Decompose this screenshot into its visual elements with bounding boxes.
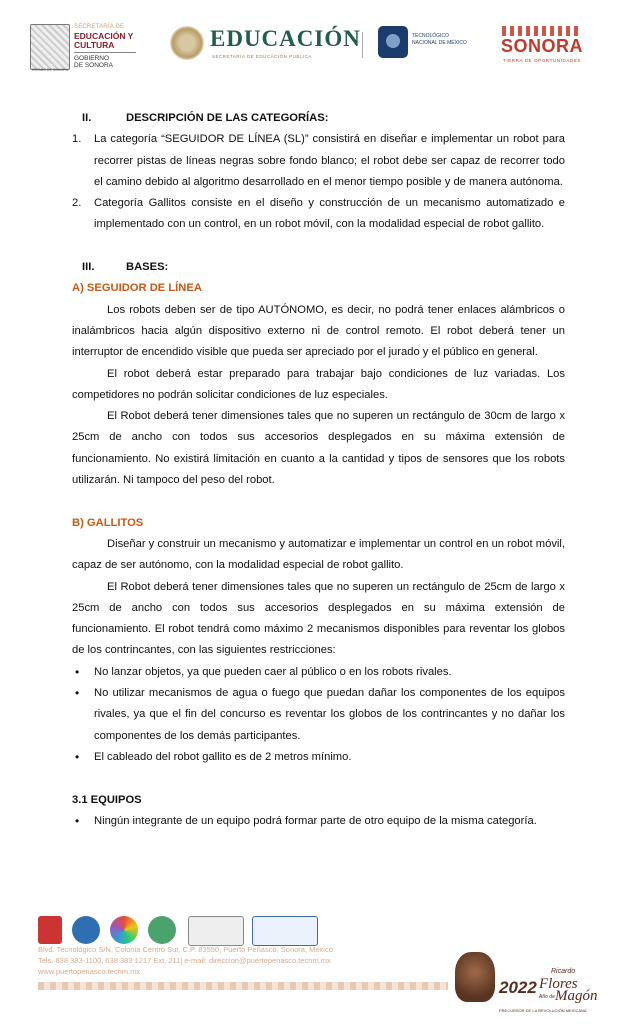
logo-name2: Magón: [555, 988, 598, 1004]
sep-wordmark: EDUCACIÓN: [210, 26, 361, 51]
category-list: [72, 129, 565, 235]
section-number: II.: [82, 112, 92, 124]
sec-educacion-cultura-logo: [30, 22, 138, 70]
list-item-text: Categoría Gallitos consiste en el diseño y construcción de un mecanismo automatizado e implementado con un control, en un robot móvil, con la modalidad especial de robot gallito.: [94, 197, 565, 231]
flores-magon-2022-logo: [455, 948, 598, 1024]
footer-address: [38, 944, 335, 977]
logo-gov-text: [74, 55, 113, 69]
paragraph: Los robots deben ser de tipo AUTÓNOMO, es decir, no podrá tener enlaces alámbricos o inalámbricos hacia algún dispositivo externo ni de control remoto. El robot deberá tener un interruptor de encendido visible que pueda ser apreciado por el jurado y el público en general.: [72, 303, 565, 359]
paragraph: Diseñar y construir un mecanismo y automatizar e implementar un control en un robot móvil, capaz de ser autónomo, con la modalidad especial de robot gallito.: [72, 537, 565, 572]
list-item-text: La categoría “SEGUIDOR DE LÍNEA (SL)” consistirá en diseñar e implementar un robot para recorrer pistas de líneas negras sobre fondo blanco; el robot debe ser capaz de recorrer todo el camino debido al algoritmo desarrollado en el menor tiempo posible y de manera autónoma.: [94, 133, 565, 188]
gov-line1: GOBIERNO: [74, 55, 110, 62]
list-item: • El cableado del robot gallito es de 2 metros mínimo.: [72, 747, 565, 768]
equality-logo: [110, 916, 138, 944]
sep-educacion-logo: [170, 22, 360, 70]
list-item-number: 1.: [72, 133, 82, 146]
logo-name1: Flores: [539, 976, 578, 992]
sonora-wordmark: SONORA: [500, 36, 583, 56]
logo-bottom: PRECURSOR DE LA REVOLUCIÓN MEXICANA: [499, 1008, 587, 1013]
subsection-title: A) SEGUIDOR DE LÍNEA: [72, 282, 202, 295]
paragraph: El Robot deberá tener dimensiones tales que no superen un rectángulo de 30cm de largo x 25cm de ancho con todos sus accesorios desplegados en su máxima extensión de funcionamiento. No existirá limitación en cuanto a la cantidad y tipos de sensores que los robots utilizarán. Ni tampoco del peso del robot.: [72, 410, 565, 487]
subsection-title: 3.1 EQUIPOS: [72, 793, 142, 806]
spacer: [72, 236, 565, 257]
document-body: [72, 108, 565, 832]
section-heading: [72, 108, 565, 129]
sonora-pattern-icon: [502, 26, 582, 36]
restrictions-list: [72, 662, 565, 768]
section-heading: [72, 257, 565, 278]
teams-list: [72, 811, 565, 832]
paragraph: El Robot deberá tener dimensiones tales que no superen un rectángulo de 25cm de largo x 25cm de ancho con todos sus accesorios desplegados en su máxima extensión de funcionamiento. El robot tendrá como máximo 2 mecanismos disponibles para reventar los globos de los contrincantes, con las siguientes restricciones:: [72, 580, 565, 657]
header-divider: [362, 32, 363, 58]
section-title: BASES:: [126, 261, 169, 274]
portrait-icon: [455, 952, 495, 1002]
cacei-logo: [188, 916, 244, 946]
list-item: • No utilizar mecanismos de agua o fuego que puedan dañar los componentes de los equipos rivales, ya que el fin del concurso es reventar los globos de los contrincantes y no dañar los componentes de los demás participantes.: [72, 683, 565, 747]
list-item-number: 2.: [72, 197, 82, 210]
section-number: III.: [82, 261, 95, 274]
tecnm-logo: [378, 26, 478, 60]
logo-small2: Año de: [539, 994, 555, 1000]
mexico-seal-icon: [170, 26, 204, 60]
logo-small-text: SECRETARÍA DE: [74, 24, 125, 30]
list-item: [72, 129, 565, 193]
gci-logo: [72, 916, 100, 944]
subsection-title: B) GALLITOS: [72, 516, 144, 529]
spacer: [72, 768, 565, 789]
paragraph: El robot deberá estar preparado para trabajar bajo condiciones de luz variadas. Los competidores no podrán solicitar condiciones de luz especiales.: [72, 367, 565, 401]
tecnm-gear-icon: [378, 26, 408, 58]
page-header: [0, 0, 622, 80]
sonora-tagline: TIERRA DE OPORTUNIDADES: [503, 58, 581, 63]
list-item: [72, 193, 565, 236]
list-item: • Ningún integrante de un equipo podrá formar parte de otro equipo de la misma categoría.: [72, 811, 565, 832]
footer-logos: [38, 916, 398, 946]
logo-divider: [74, 52, 136, 53]
logo-small1: Ricardo: [551, 968, 576, 975]
sonora-logo: [492, 26, 592, 70]
logo-title: EDUCACIÓN Y CULTURA: [74, 31, 134, 50]
list-item: • No lanzar objetos, ya que pueden caer al público o en los robots rivales.: [72, 662, 565, 683]
footer-decorative-stripe: [38, 982, 448, 990]
gov-line2: DE SONORA: [74, 62, 114, 69]
section-title: DESCRIPCIÓN DE LAS CATEGORÍAS:: [126, 112, 329, 124]
tecnm-line1: TECNOLÓGICO: [412, 33, 449, 39]
address-line: Blvd. Tecnológico S/N, Colonia Centro Sur, C.P. 83550, Puerto Peñasco, Sonora, México.: [38, 945, 335, 954]
contact-line: Tels. 638 383-1100, 638 383 1217 Ext. 211| e-mail: direccion@puertopenasco.tecnm.mx: [38, 956, 331, 965]
page-footer: [0, 908, 622, 1024]
plastic-free-logo: [148, 916, 176, 944]
tecnm-line2: NACIONAL DE MÉXICO: [412, 40, 467, 46]
spacer: [72, 491, 565, 512]
sep-subtitle: SECRETARÍA DE EDUCACIÓN PÚBLICA: [212, 54, 312, 59]
itspp-logo: [38, 916, 62, 944]
shield-caption: ESTADO DE SONORA: [31, 68, 69, 72]
caceca-logo: [252, 916, 318, 946]
logo-year: 2022: [499, 978, 537, 997]
sonora-shield-icon: [30, 24, 70, 70]
website-line: www.puertopenasco.tecnm.mx: [38, 967, 141, 976]
tecnm-text: [412, 33, 472, 47]
